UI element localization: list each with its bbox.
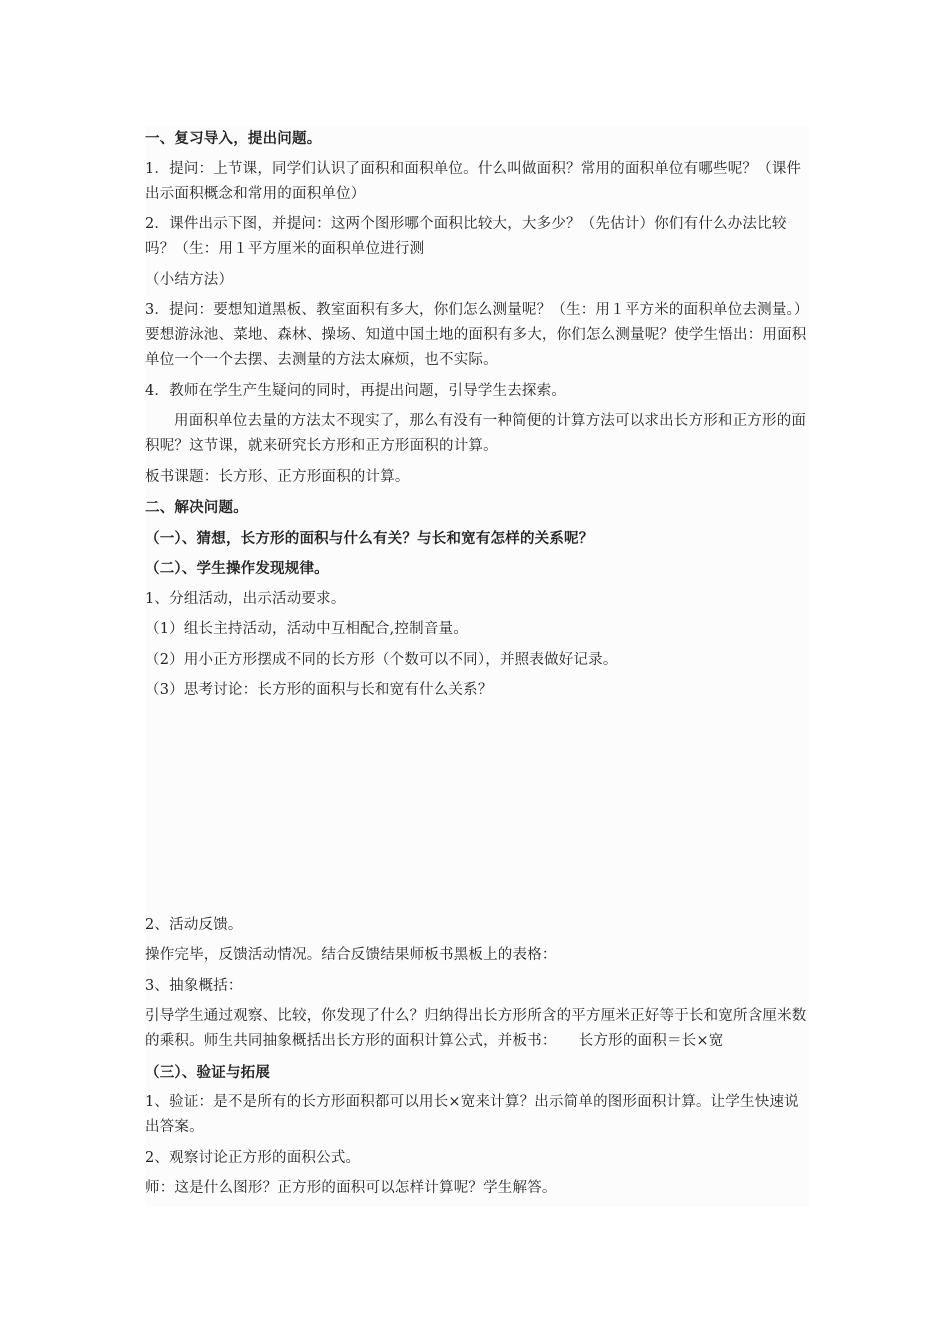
paragraph: 引导学生通过观察、比较，你发现了什么？归纳得出长方形所含的平方厘米正好等于长和宽所含厘米数的乘积。师生共同抽象概括出长方形的面积计算公式，并板书： 长方形的面积＝长×宽 (145, 1008, 807, 1049)
subsection-heading: （二）、学生操作发现规律。 (145, 560, 329, 577)
paragraph: 2．课件出示下图，并提问：这两个图形哪个面积比较大，大多少？（先估计）你们有什么办法比较吗？（生：用１平方厘米的面积单位进行测 (145, 216, 787, 257)
paragraph: （小结方法） (145, 271, 234, 288)
paragraph: 1、分组活动，出示活动要求。 (145, 590, 346, 607)
paragraph: 用面积单位去量的方法太不现实了，那么有没有一种简便的计算方法可以求出长方形和正方形的面积呢？这节课，就来研究长方形和正方形面积的计算。 (145, 413, 807, 454)
paragraph: 师：这是什么图形？正方形的面积可以怎样计算呢？学生解答。 (145, 1180, 557, 1196)
paragraph: 4．教师在学生产生疑问的同时，再提出问题，引导学生去探索。 (145, 382, 567, 399)
paragraph: 2、活动反馈。 (145, 916, 243, 933)
paragraph: 1．提问：上节课，同学们认识了面积和面积单位。什么叫做面积？常用的面积单位有哪些呢？（课件出示面积概念和常用的面积单位） (145, 160, 802, 202)
subsection-heading: （三）、验证与拓展 (145, 1063, 271, 1081)
document-body (145, 126, 809, 1207)
paragraph: （1）组长主持活动，活动中互相配合,控制音量。 (145, 621, 468, 637)
section-1-heading: 一、复习导入，提出问题。 (145, 130, 322, 147)
paragraph: 3、抽象概括： (145, 977, 243, 994)
paragraph: 2、观察讨论正方形的面积公式。 (145, 1149, 361, 1166)
paragraph: （2）用小正方形摆成不同的长方形（个数可以不同），并照表做好记录。 (145, 651, 618, 668)
paragraph: 操作完毕，反馈活动情况。结合反馈结果师板书黑板上的表格： (145, 947, 557, 963)
paragraph: 1、验证：是不是所有的长方形面积都可以用长×宽来计算？出示简单的图形面积计算。让学生快速说出答案。 (145, 1094, 799, 1135)
section-2-heading: 二、解决问题。 (145, 499, 248, 516)
paragraph: 板书课题：长方形、正方形面积的计算。 (145, 468, 410, 485)
paragraph: 3．提问：要想知道黑板、教室面积有多大，你们怎么测量呢？（生：用１平方米的面积单位去测量。）要想游泳池、菜地、森林、操场、知道中国土地的面积有多大，你们怎么测量呢？使学生悟出：用面积单位一个一个去摆、去测量的方法太麻烦，也不实际。 (145, 302, 809, 368)
subsection-heading: （一）、猜想，长方形的面积与什么有关？与长和宽有怎样的关系呢？ (145, 529, 594, 547)
blank-figure-area (145, 709, 809, 907)
paragraph: （3）思考讨论：长方形的面积与长和宽有什么关系？ (145, 682, 493, 698)
